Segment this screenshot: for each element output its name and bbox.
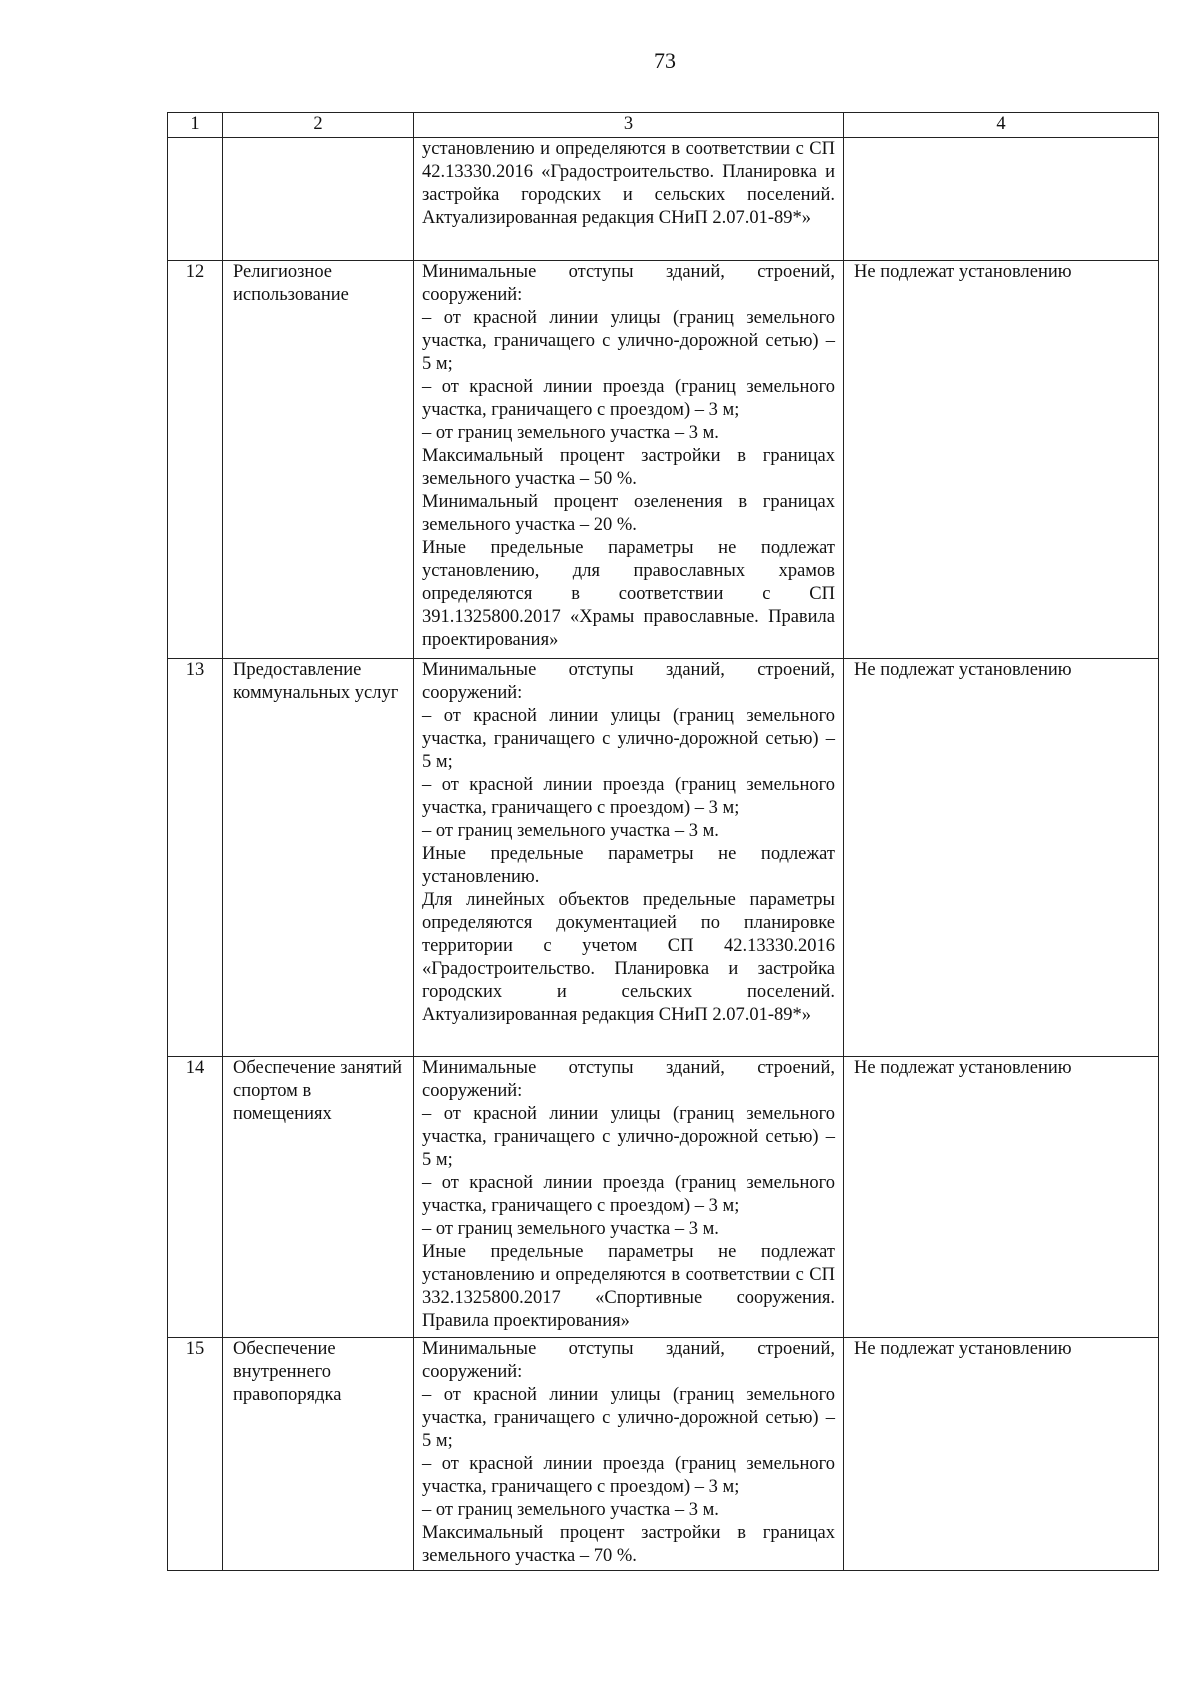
parameter-line: – от красной линии проезда (границ земельного участка, граничащего с проездом) – 3 м;	[422, 1173, 835, 1216]
table-row-12	[168, 261, 1159, 659]
parameters-cell	[414, 261, 844, 659]
use-type: Предоставление коммунальных услуг	[223, 659, 414, 1057]
other-limits: Не подлежат установлению	[844, 261, 1159, 659]
parameter-line: Минимальный процент озеленения в границах земельного участка – 20 %.	[422, 492, 835, 535]
parameter-line: Минимальные отступы зданий, строений, сооружений:	[422, 262, 835, 305]
parameter-line: Иные предельные параметры не подлежат установлению.	[422, 844, 835, 887]
use-type: Религиозное использование	[223, 261, 414, 659]
parameters-cell	[414, 1338, 844, 1571]
table-row-14	[168, 1057, 1159, 1338]
parameters-cell	[414, 659, 844, 1057]
parameter-line: – от красной линии улицы (границ земельного участка, граничащего с улично-дорожной сетью) – 5 м;	[422, 308, 835, 374]
other-limits: Не подлежат установлению	[844, 1338, 1159, 1571]
column-header-4: 4	[844, 113, 1159, 138]
table-row-15	[168, 1338, 1159, 1571]
regulations-table	[167, 112, 1159, 1571]
row-number: 15	[168, 1338, 223, 1571]
parameter-line: Максимальный процент застройки в границах земельного участка – 50 %.	[422, 446, 835, 489]
table-row-13	[168, 659, 1159, 1057]
parameter-line: Для линейных объектов предельные параметры определяются документацией по планировке территории с учетом СП 42.13330.2016 «Градостроительство. Планировка и застройка городских и сельских поселений. Актуализированная редакция СНиП 2.07.01-89*»	[422, 890, 835, 1025]
parameter-line: – от границ земельного участка – 3 м.	[422, 1219, 719, 1239]
parameter-line: Иные предельные параметры не подлежат установлению, для православных храмов определяются в соответствии с СП 391.1325800.2017 «Храмы православные. Правила проектирования»	[422, 538, 835, 650]
parameter-line: – от красной линии улицы (границ земельного участка, граничащего с улично-дорожной сетью) – 5 м;	[422, 1385, 835, 1451]
row-number	[168, 138, 223, 261]
parameter-line: Минимальные отступы зданий, строений, сооружений:	[422, 1058, 835, 1101]
table-header-row	[168, 113, 1159, 138]
parameter-line: Минимальные отступы зданий, строений, сооружений:	[422, 660, 835, 703]
use-type	[223, 138, 414, 261]
row-number: 13	[168, 659, 223, 1057]
row-number: 12	[168, 261, 223, 659]
use-type: Обеспечение внутреннего правопорядка	[223, 1338, 414, 1571]
column-header-2: 2	[223, 113, 414, 138]
table-row-continuation	[168, 138, 1159, 261]
other-limits: Не подлежат установлению	[844, 659, 1159, 1057]
other-limits: Не подлежат установлению	[844, 1057, 1159, 1338]
parameter-line: – от границ земельного участка – 3 м.	[422, 423, 719, 443]
parameter-line: Максимальный процент застройки в границах земельного участка – 70 %.	[422, 1523, 835, 1566]
parameter-line: Иные предельные параметры не подлежат установлению и определяются в соответствии с СП 332.1325800.2017 «Спортивные сооружения. Правила проектирования»	[422, 1242, 835, 1331]
other-limits	[844, 138, 1159, 261]
parameters-cell	[414, 138, 844, 261]
parameters-cell	[414, 1057, 844, 1338]
parameter-line: – от красной линии проезда (границ земельного участка, граничащего с проездом) – 3 м;	[422, 1454, 835, 1497]
column-header-1: 1	[168, 113, 223, 138]
use-type: Обеспечение занятий спортом в помещениях	[223, 1057, 414, 1338]
column-header-3: 3	[414, 113, 844, 138]
parameter-line: – от красной линии улицы (границ земельного участка, граничащего с улично-дорожной сетью) – 5 м;	[422, 1104, 835, 1170]
parameter-line: Минимальные отступы зданий, строений, сооружений:	[422, 1339, 835, 1382]
parameter-line: установлению и определяются в соответствии с СП 42.13330.2016 «Градостроительство. Планировка и застройка городских и сельских поселений. Актуализированная редакция СНиП 2.07.01-89*»	[422, 139, 835, 228]
parameter-line: – от красной линии проезда (границ земельного участка, граничащего с проездом) – 3 м;	[422, 775, 835, 818]
parameter-line: – от границ земельного участка – 3 м.	[422, 1500, 719, 1520]
row-number: 14	[168, 1057, 223, 1338]
page-number: 73	[654, 48, 676, 73]
parameter-line: – от границ земельного участка – 3 м.	[422, 821, 719, 841]
parameter-line: – от красной линии улицы (границ земельного участка, граничащего с улично-дорожной сетью) – 5 м;	[422, 706, 835, 772]
parameter-line: – от красной линии проезда (границ земельного участка, граничащего с проездом) – 3 м;	[422, 377, 835, 420]
